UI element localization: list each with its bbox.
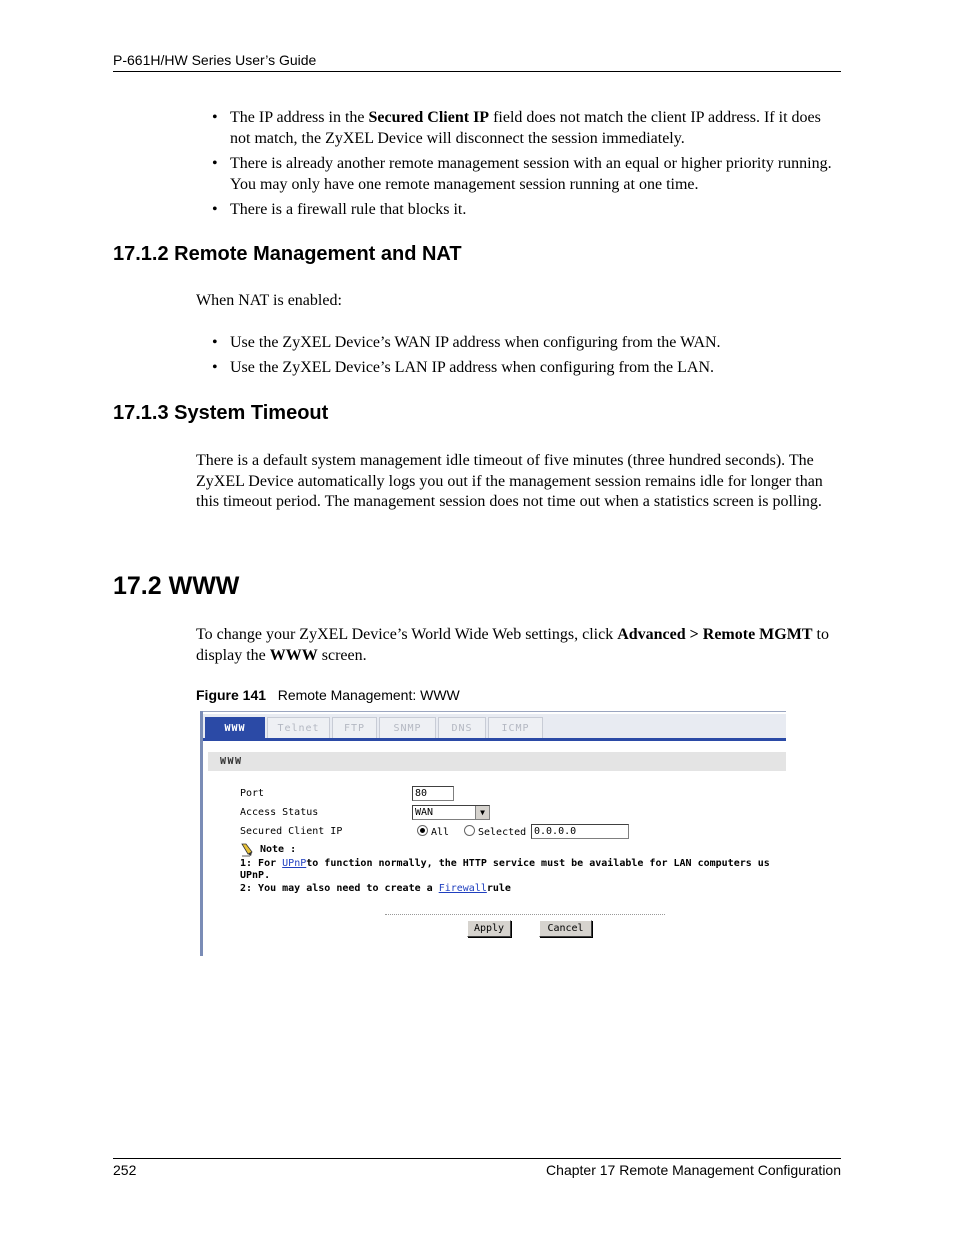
- running-header: P-661H/HW Series User’s Guide: [113, 52, 317, 68]
- radio-all[interactable]: [417, 825, 428, 836]
- bullet-list-failure-reasons: [196, 107, 836, 224]
- paragraph-system-timeout: There is a default system management idle timeout of five minutes (three hundred seconds). The ZyXEL Device automatically logs you out if the management session remains idle for longer than this timeout period. The management session does not time out when a statistics screen is polling.: [196, 452, 823, 510]
- note-text: to function normally, the HTTP service must be available for LAN computers us: [306, 858, 770, 869]
- bullet-text: field does not match the client IP address. If it does not match, the ZyXEL Device will disconnect the session immediately.: [230, 109, 821, 147]
- chevron-down-icon[interactable]: ▼: [475, 806, 489, 819]
- access-status-label: Access Status: [240, 807, 319, 818]
- page-number: 252: [113, 1162, 137, 1178]
- paragraph-nat-intro: When NAT is enabled:: [196, 292, 342, 309]
- secured-client-ip-label: Secured Client IP: [240, 826, 343, 837]
- note-label: Note :: [260, 844, 297, 855]
- note-text: rule: [486, 883, 511, 894]
- paragraph-www: [196, 625, 832, 666]
- tab-bar: [203, 714, 786, 741]
- tab-www[interactable]: WWW: [205, 717, 265, 738]
- list-item: • Use the ZyXEL Device’s LAN IP address when configuring from the LAN.: [196, 357, 836, 378]
- pencil-note-icon: [240, 843, 254, 857]
- divider: [385, 914, 665, 915]
- section-title: WWW: [220, 756, 243, 767]
- menu-path: Advanced > Remote MGMT: [617, 626, 813, 643]
- figure-left-border: [200, 711, 203, 956]
- port-input[interactable]: 80: [412, 786, 454, 801]
- radio-selected[interactable]: [464, 825, 475, 836]
- bullet-bold-term: Secured Client IP: [368, 109, 490, 126]
- note-line-1-continued: UPnP.: [240, 870, 271, 881]
- heading-www: 17.2 WWW: [113, 572, 240, 600]
- note-line-1: [240, 858, 770, 869]
- list-item: • There is a firewall rule that blocks it.: [196, 199, 836, 220]
- section-title-bar: [208, 752, 786, 771]
- bullet-list-nat: [196, 332, 836, 382]
- note-line-2: [240, 883, 511, 894]
- tab-telnet[interactable]: Telnet: [267, 717, 330, 738]
- footer-rule: [113, 1158, 841, 1159]
- heading-system-timeout: 17.1.3 System Timeout: [113, 402, 329, 424]
- figure-caption: [196, 687, 460, 703]
- paragraph-text: to display the: [196, 626, 829, 664]
- heading-remote-management-nat: 17.1.2 Remote Management and NAT: [113, 243, 462, 265]
- apply-button[interactable]: Apply: [467, 920, 511, 937]
- list-item: [196, 107, 836, 149]
- cancel-button[interactable]: Cancel: [539, 920, 592, 937]
- figure-number: Figure 141: [196, 687, 267, 703]
- header-rule: [113, 71, 841, 72]
- firewall-link[interactable]: Firewall: [438, 883, 487, 894]
- tab-dns[interactable]: DNS: [438, 717, 486, 738]
- radio-all-label: All: [431, 827, 450, 838]
- access-status-value: WAN: [415, 807, 434, 818]
- remote-management-www-screenshot: [200, 711, 786, 956]
- radio-selected-dot: [420, 828, 425, 833]
- access-status-select[interactable]: [412, 805, 490, 820]
- paragraph-text: screen.: [317, 646, 367, 664]
- figure-title: Remote Management: WWW: [277, 687, 460, 703]
- paragraph-text: To change your ZyXEL Device’s World Wide Web settings, click: [196, 626, 618, 643]
- client-ip-input[interactable]: 0.0.0.0: [531, 824, 629, 839]
- list-item: • Use the ZyXEL Device’s WAN IP address when configuring from the WAN.: [196, 332, 836, 353]
- screen-name: WWW: [269, 646, 318, 664]
- tab-snmp[interactable]: SNMP: [379, 717, 436, 738]
- chapter-title: Chapter 17 Remote Management Configuration: [546, 1162, 841, 1178]
- upnp-link[interactable]: UPnP: [282, 858, 307, 869]
- tab-ftp[interactable]: FTP: [332, 717, 377, 738]
- note-text: 2: You may also need to create a: [240, 883, 439, 894]
- port-label: Port: [240, 788, 265, 799]
- radio-selected-label: Selected: [478, 827, 527, 838]
- note-text: 1: For: [240, 858, 283, 869]
- figure-border: [200, 711, 786, 712]
- list-item: • There is already another remote management session with an equal or higher priority running. You may only have one remote management session running at one time.: [196, 153, 836, 195]
- tab-icmp[interactable]: ICMP: [488, 717, 543, 738]
- bullet-text: The IP address in the: [230, 109, 369, 126]
